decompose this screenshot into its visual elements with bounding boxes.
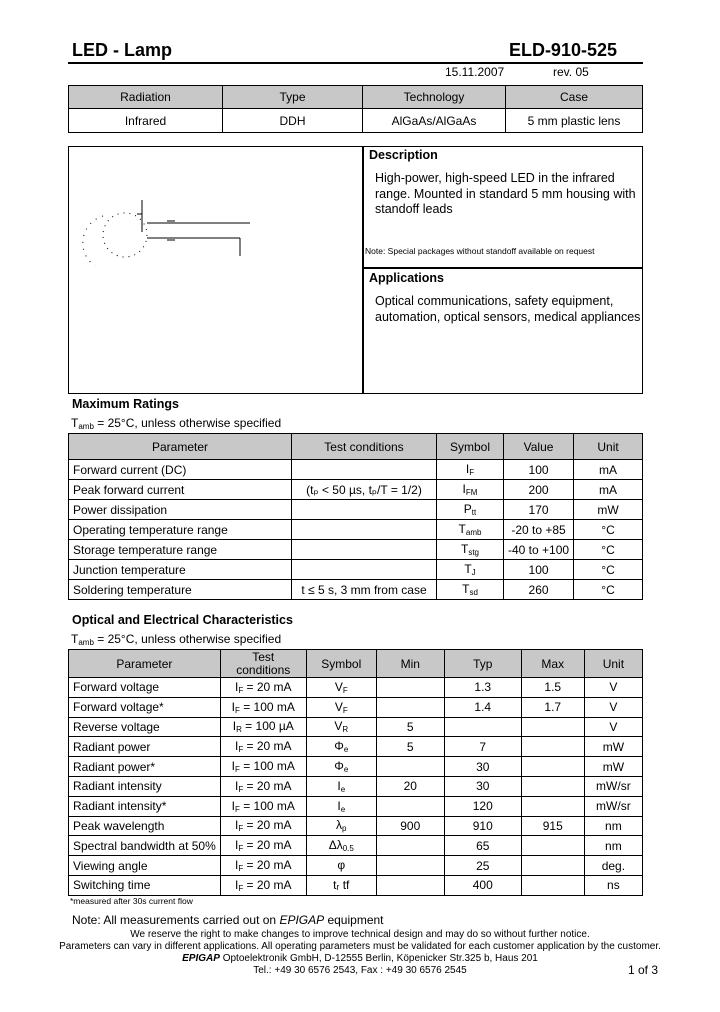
table-row xyxy=(69,540,643,560)
unit-cell: V xyxy=(584,717,642,737)
max-cell xyxy=(521,875,584,895)
condition-part: = 20 mA xyxy=(243,739,292,754)
condition-part: = 100 µA xyxy=(241,719,294,734)
box-divider-horizontal xyxy=(362,267,643,269)
unit-cell: V xyxy=(584,697,642,717)
parameter-cell: Forward voltage* xyxy=(69,697,221,717)
description-note: Note: Special packages without standoff available on request xyxy=(365,246,595,256)
sym-base: I xyxy=(337,798,341,813)
unit-cell: mW xyxy=(584,737,642,757)
table-row xyxy=(69,697,643,717)
technology-value: AlGaAs/AlGaAs xyxy=(363,109,506,133)
sym-sub: sd xyxy=(469,588,478,597)
unit-cell: mA xyxy=(574,460,643,480)
parameter-cell: Peak wavelength xyxy=(69,816,221,836)
symbol-cell xyxy=(437,480,504,500)
address: Optoelektronik GmbH, D-12555 Berlin, Köpenicker Str.325 b, Haus 201 xyxy=(219,953,538,964)
condition-part: = 100 mA xyxy=(239,699,295,714)
parameter-cell: Junction temperature xyxy=(69,560,292,580)
typ-cell: 400 xyxy=(444,875,521,895)
condition-cell xyxy=(220,836,306,856)
value-cell: 100 xyxy=(504,460,574,480)
max-cell xyxy=(521,757,584,777)
condition-cell xyxy=(220,717,306,737)
min-cell xyxy=(376,678,444,698)
min-cell xyxy=(376,757,444,777)
revision: rev. 05 xyxy=(553,65,589,79)
symbol-cell xyxy=(306,737,376,757)
table-row xyxy=(69,776,643,796)
note-prefix: Note: All measurements carried out on xyxy=(72,913,280,927)
sym-sub: amb xyxy=(465,528,482,537)
sym-base: V xyxy=(334,679,343,694)
symbol-cell xyxy=(437,460,504,480)
table-row xyxy=(69,678,643,698)
condition-part: F xyxy=(238,745,244,755)
typ-cell xyxy=(444,717,521,737)
unit-cell: mW/sr xyxy=(584,796,642,816)
sym-base: T xyxy=(460,542,469,556)
table-row xyxy=(69,717,643,737)
package-drawing xyxy=(70,148,360,392)
contact: Tel.: +49 30 6576 2543, Fax : +49 30 6576 2545 xyxy=(253,965,467,976)
page-number: 1 of 3 xyxy=(628,963,659,977)
max-cell: 1.5 xyxy=(521,678,584,698)
sym-base: V xyxy=(334,719,343,734)
condition-part: I xyxy=(234,838,239,853)
table-row xyxy=(69,480,643,500)
parameter-cell: Soldering temperature xyxy=(69,580,292,600)
table-row xyxy=(69,460,643,480)
typ-cell: 65 xyxy=(444,836,521,856)
symbol-cell xyxy=(437,520,504,540)
applications-heading: Applications xyxy=(369,271,445,285)
cond-base: T xyxy=(71,416,79,430)
symbol-cell xyxy=(306,796,376,816)
condition-part: I xyxy=(232,719,237,734)
cond-sub: amb xyxy=(78,422,94,431)
note-suffix: equipment xyxy=(324,913,384,927)
part-number: ELD-910-525 xyxy=(508,40,617,60)
column-header: Unit xyxy=(574,434,643,460)
table-row xyxy=(69,580,643,600)
sym-sub: F xyxy=(469,468,475,477)
condition-part: I xyxy=(234,818,239,833)
parameter-cell: Spectral bandwidth at 50% xyxy=(69,836,221,856)
condition-part: = 100 mA xyxy=(239,798,295,813)
min-cell: 20 xyxy=(376,776,444,796)
max-cell: 1.7 xyxy=(521,697,584,717)
typ-cell: 30 xyxy=(444,757,521,777)
condition-cell: (tₚ < 50 µs, tₚ/T = 1/2) xyxy=(292,480,437,500)
condition-part: = 20 mA xyxy=(243,679,292,694)
symbol-cell xyxy=(306,697,376,717)
max-cell xyxy=(521,737,584,757)
symbol-cell xyxy=(437,580,504,600)
condition-part: = 100 mA xyxy=(239,759,295,774)
min-cell xyxy=(376,875,444,895)
sym-base: I xyxy=(465,462,470,476)
condition-part: = 20 mA xyxy=(243,877,292,892)
value-cell: -40 to +100 xyxy=(504,540,574,560)
unit-cell: nm xyxy=(584,836,642,856)
sym-sub: e xyxy=(343,765,349,775)
condition-part: F xyxy=(238,824,244,834)
symbol-cell xyxy=(306,757,376,777)
header-technology: Technology xyxy=(363,86,506,109)
sym-base: φ xyxy=(337,858,346,873)
table-row xyxy=(69,560,643,580)
unit-cell: °C xyxy=(574,540,643,560)
condition-part: F xyxy=(238,883,244,893)
max-cell xyxy=(521,776,584,796)
condition-part: = 20 mA xyxy=(243,818,292,833)
cond-sub: amb xyxy=(78,638,94,647)
parameter-cell: Peak forward current xyxy=(69,480,292,500)
symbol-cell xyxy=(437,560,504,580)
condition-part: F xyxy=(238,784,244,794)
min-cell: 5 xyxy=(376,717,444,737)
condition-part: I xyxy=(234,739,239,754)
min-cell xyxy=(376,697,444,717)
symbol-cell xyxy=(306,836,376,856)
header-case: Case xyxy=(506,86,643,109)
sym-base: Φ xyxy=(334,759,344,774)
unit-cell: °C xyxy=(574,520,643,540)
min-cell xyxy=(376,796,444,816)
typ-cell: 1.3 xyxy=(444,678,521,698)
condition-cell xyxy=(220,757,306,777)
column-header: Max xyxy=(521,650,584,678)
condition-part: I xyxy=(234,858,239,873)
table-row xyxy=(69,856,643,876)
symbol-cell xyxy=(306,856,376,876)
condition-part: I xyxy=(234,877,239,892)
sym-base: T xyxy=(458,522,466,536)
sym-base: I xyxy=(337,778,341,793)
value-cell: 100 xyxy=(504,560,574,580)
condition-cell xyxy=(220,697,306,717)
sym-sub: e xyxy=(340,784,346,794)
column-header: Parameter xyxy=(69,434,292,460)
unit-cell: nm xyxy=(584,816,642,836)
max-ratings-heading: Maximum Ratings xyxy=(72,397,179,411)
table-row xyxy=(69,757,643,777)
parameter-cell: Operating temperature range xyxy=(69,520,292,540)
cond-base: T xyxy=(71,632,79,646)
condition-cell xyxy=(292,540,437,560)
symbol-cell xyxy=(437,500,504,520)
sym-sub: R xyxy=(342,725,349,735)
disclaimer-1: We reserve the right to make changes to improve technical design and may do so without further notice. xyxy=(130,929,590,940)
condition-part: = 20 mA xyxy=(243,858,292,873)
value-cell: 170 xyxy=(504,500,574,520)
sym-sub: F xyxy=(342,685,348,695)
unit-cell: mW xyxy=(574,500,643,520)
parameter-cell: Reverse voltage xyxy=(69,717,221,737)
condition-cell xyxy=(220,776,306,796)
min-cell: 900 xyxy=(376,816,444,836)
parameter-cell: Viewing angle xyxy=(69,856,221,876)
condition-cell xyxy=(220,737,306,757)
condition-cell xyxy=(292,500,437,520)
unit-cell: mW/sr xyxy=(584,776,642,796)
unit-cell: °C xyxy=(574,580,643,600)
unit-cell: ns xyxy=(584,875,642,895)
column-header: Test conditions xyxy=(292,434,437,460)
parameter-cell: Radiant intensity* xyxy=(69,796,221,816)
condition-part: F xyxy=(238,864,244,874)
condition-part: F xyxy=(234,804,240,814)
cond-rest: = 25°C, unless otherwise specified xyxy=(93,632,282,646)
column-header: Test conditions xyxy=(220,650,306,678)
condition-part: F xyxy=(234,705,240,715)
table-row xyxy=(69,520,643,540)
max-cell xyxy=(521,796,584,816)
sym-sub: e xyxy=(340,804,346,814)
value-cell: 200 xyxy=(504,480,574,500)
typ-cell: 1.4 xyxy=(444,697,521,717)
sym-base: T xyxy=(464,562,472,576)
value-cell: -20 to +85 xyxy=(504,520,574,540)
symbol-cell xyxy=(306,816,376,836)
header-rule xyxy=(68,62,643,64)
min-cell xyxy=(376,836,444,856)
sym-sub: J xyxy=(471,568,476,577)
parameter-cell: Forward current (DC) xyxy=(69,460,292,480)
sym-base: V xyxy=(334,699,343,714)
symbol-cell xyxy=(306,678,376,698)
unit-cell: °C xyxy=(574,560,643,580)
sym-base: tᵣ tf xyxy=(333,877,350,892)
sym-sub: tt xyxy=(471,508,477,517)
table-row xyxy=(69,875,643,895)
unit-cell: V xyxy=(584,678,642,698)
condition-part: I xyxy=(234,679,239,694)
sym-sub: stg xyxy=(468,548,479,557)
typ-cell: 30 xyxy=(444,776,521,796)
column-header: Min xyxy=(376,650,444,678)
max-cell: 915 xyxy=(521,816,584,836)
brand: EPIGAP xyxy=(279,913,325,927)
table-row xyxy=(69,816,643,836)
condition-cell xyxy=(292,520,437,540)
condition-part: I xyxy=(234,778,239,793)
typ-cell: 7 xyxy=(444,737,521,757)
sym-sub: p xyxy=(342,824,347,834)
table-row xyxy=(69,737,643,757)
sym-sub: 0.5 xyxy=(342,844,354,854)
max-ratings-condition xyxy=(71,416,281,431)
typ-cell: 120 xyxy=(444,796,521,816)
column-header: Unit xyxy=(584,650,642,678)
symbol-cell xyxy=(306,717,376,737)
max-cell xyxy=(521,717,584,737)
summary-table xyxy=(68,85,643,133)
company-address xyxy=(0,953,720,964)
max-cell xyxy=(521,836,584,856)
column-header: Symbol xyxy=(306,650,376,678)
condition-cell xyxy=(220,678,306,698)
column-header: Parameter xyxy=(69,650,221,678)
case-value: 5 mm plastic lens xyxy=(506,109,643,133)
table-row xyxy=(69,836,643,856)
parameter-cell: Radiant intensity xyxy=(69,776,221,796)
parameter-cell: Storage temperature range xyxy=(69,540,292,560)
max-cell xyxy=(521,856,584,876)
symbol-cell xyxy=(437,540,504,560)
condition-part: F xyxy=(234,765,240,775)
condition-cell: t ≤ 5 s, 3 mm from case xyxy=(292,580,437,600)
description-text: High-power, high-speed LED in the infrared range. Mounted in standard 5 mm housing with standoff leads xyxy=(375,171,636,216)
sym-base: P xyxy=(463,502,472,516)
typ-cell: 910 xyxy=(444,816,521,836)
column-header: Typ xyxy=(444,650,521,678)
optical-table xyxy=(68,649,643,896)
column-header: Value xyxy=(504,434,574,460)
table-row xyxy=(69,500,643,520)
brand: EPIGAP xyxy=(182,953,220,964)
value-cell: 260 xyxy=(504,580,574,600)
condition-part: I xyxy=(231,798,235,813)
condition-cell xyxy=(292,460,437,480)
unit-cell: mW xyxy=(584,757,642,777)
header-radiation: Radiation xyxy=(69,86,223,109)
sym-sub: e xyxy=(343,745,349,755)
description-heading: Description xyxy=(369,148,438,162)
type-value: DDH xyxy=(223,109,363,133)
measurement-note xyxy=(72,913,384,927)
symbol-cell xyxy=(306,875,376,895)
sym-sub: FM xyxy=(465,488,478,497)
sym-base: Δλ xyxy=(328,838,343,853)
sym-base: Φ xyxy=(334,739,344,754)
sym-base: I xyxy=(462,482,466,496)
condition-cell xyxy=(292,560,437,580)
parameter-cell: Radiant power xyxy=(69,737,221,757)
sym-sub: F xyxy=(342,705,348,715)
unit-cell: mA xyxy=(574,480,643,500)
condition-part: = 20 mA xyxy=(243,838,292,853)
condition-part: I xyxy=(231,699,235,714)
parameter-cell: Power dissipation xyxy=(69,500,292,520)
typ-cell: 25 xyxy=(444,856,521,876)
optical-condition xyxy=(71,632,281,647)
condition-part: F xyxy=(238,685,244,695)
date: 15.11.2007 xyxy=(445,65,505,79)
condition-cell xyxy=(220,856,306,876)
parameter-cell: Forward voltage xyxy=(69,678,221,698)
document-title: LED - Lamp xyxy=(72,40,173,60)
condition-part: = 20 mA xyxy=(243,778,292,793)
sym-base: λ xyxy=(336,818,343,833)
min-cell: 5 xyxy=(376,737,444,757)
cond-rest: = 25°C, unless otherwise specified xyxy=(93,416,282,430)
symbol-cell xyxy=(306,776,376,796)
condition-cell xyxy=(220,875,306,895)
column-header: Symbol xyxy=(437,434,504,460)
table-row xyxy=(69,796,643,816)
disclaimer-2: Parameters can vary in different applications. All operating parameters must be validated for each customer application by the customer. xyxy=(59,941,661,952)
optical-heading: Optical and Electrical Characteristics xyxy=(72,613,293,627)
radiation-value: Infrared xyxy=(69,109,223,133)
condition-cell xyxy=(220,796,306,816)
header-type: Type xyxy=(223,86,363,109)
parameter-cell: Switching time xyxy=(69,875,221,895)
unit-cell: deg. xyxy=(584,856,642,876)
sym-base: T xyxy=(462,582,470,596)
footnote: *measured after 30s current flow xyxy=(70,896,193,906)
parameter-cell: Radiant power* xyxy=(69,757,221,777)
applications-text: Optical communications, safety equipment, automation, optical sensors, medical appliances xyxy=(375,294,641,324)
condition-part: R xyxy=(236,725,242,735)
max-ratings-table xyxy=(68,433,643,600)
box-divider xyxy=(362,146,364,394)
min-cell xyxy=(376,856,444,876)
condition-part: F xyxy=(238,844,244,854)
condition-part: I xyxy=(231,759,235,774)
condition-cell xyxy=(220,816,306,836)
